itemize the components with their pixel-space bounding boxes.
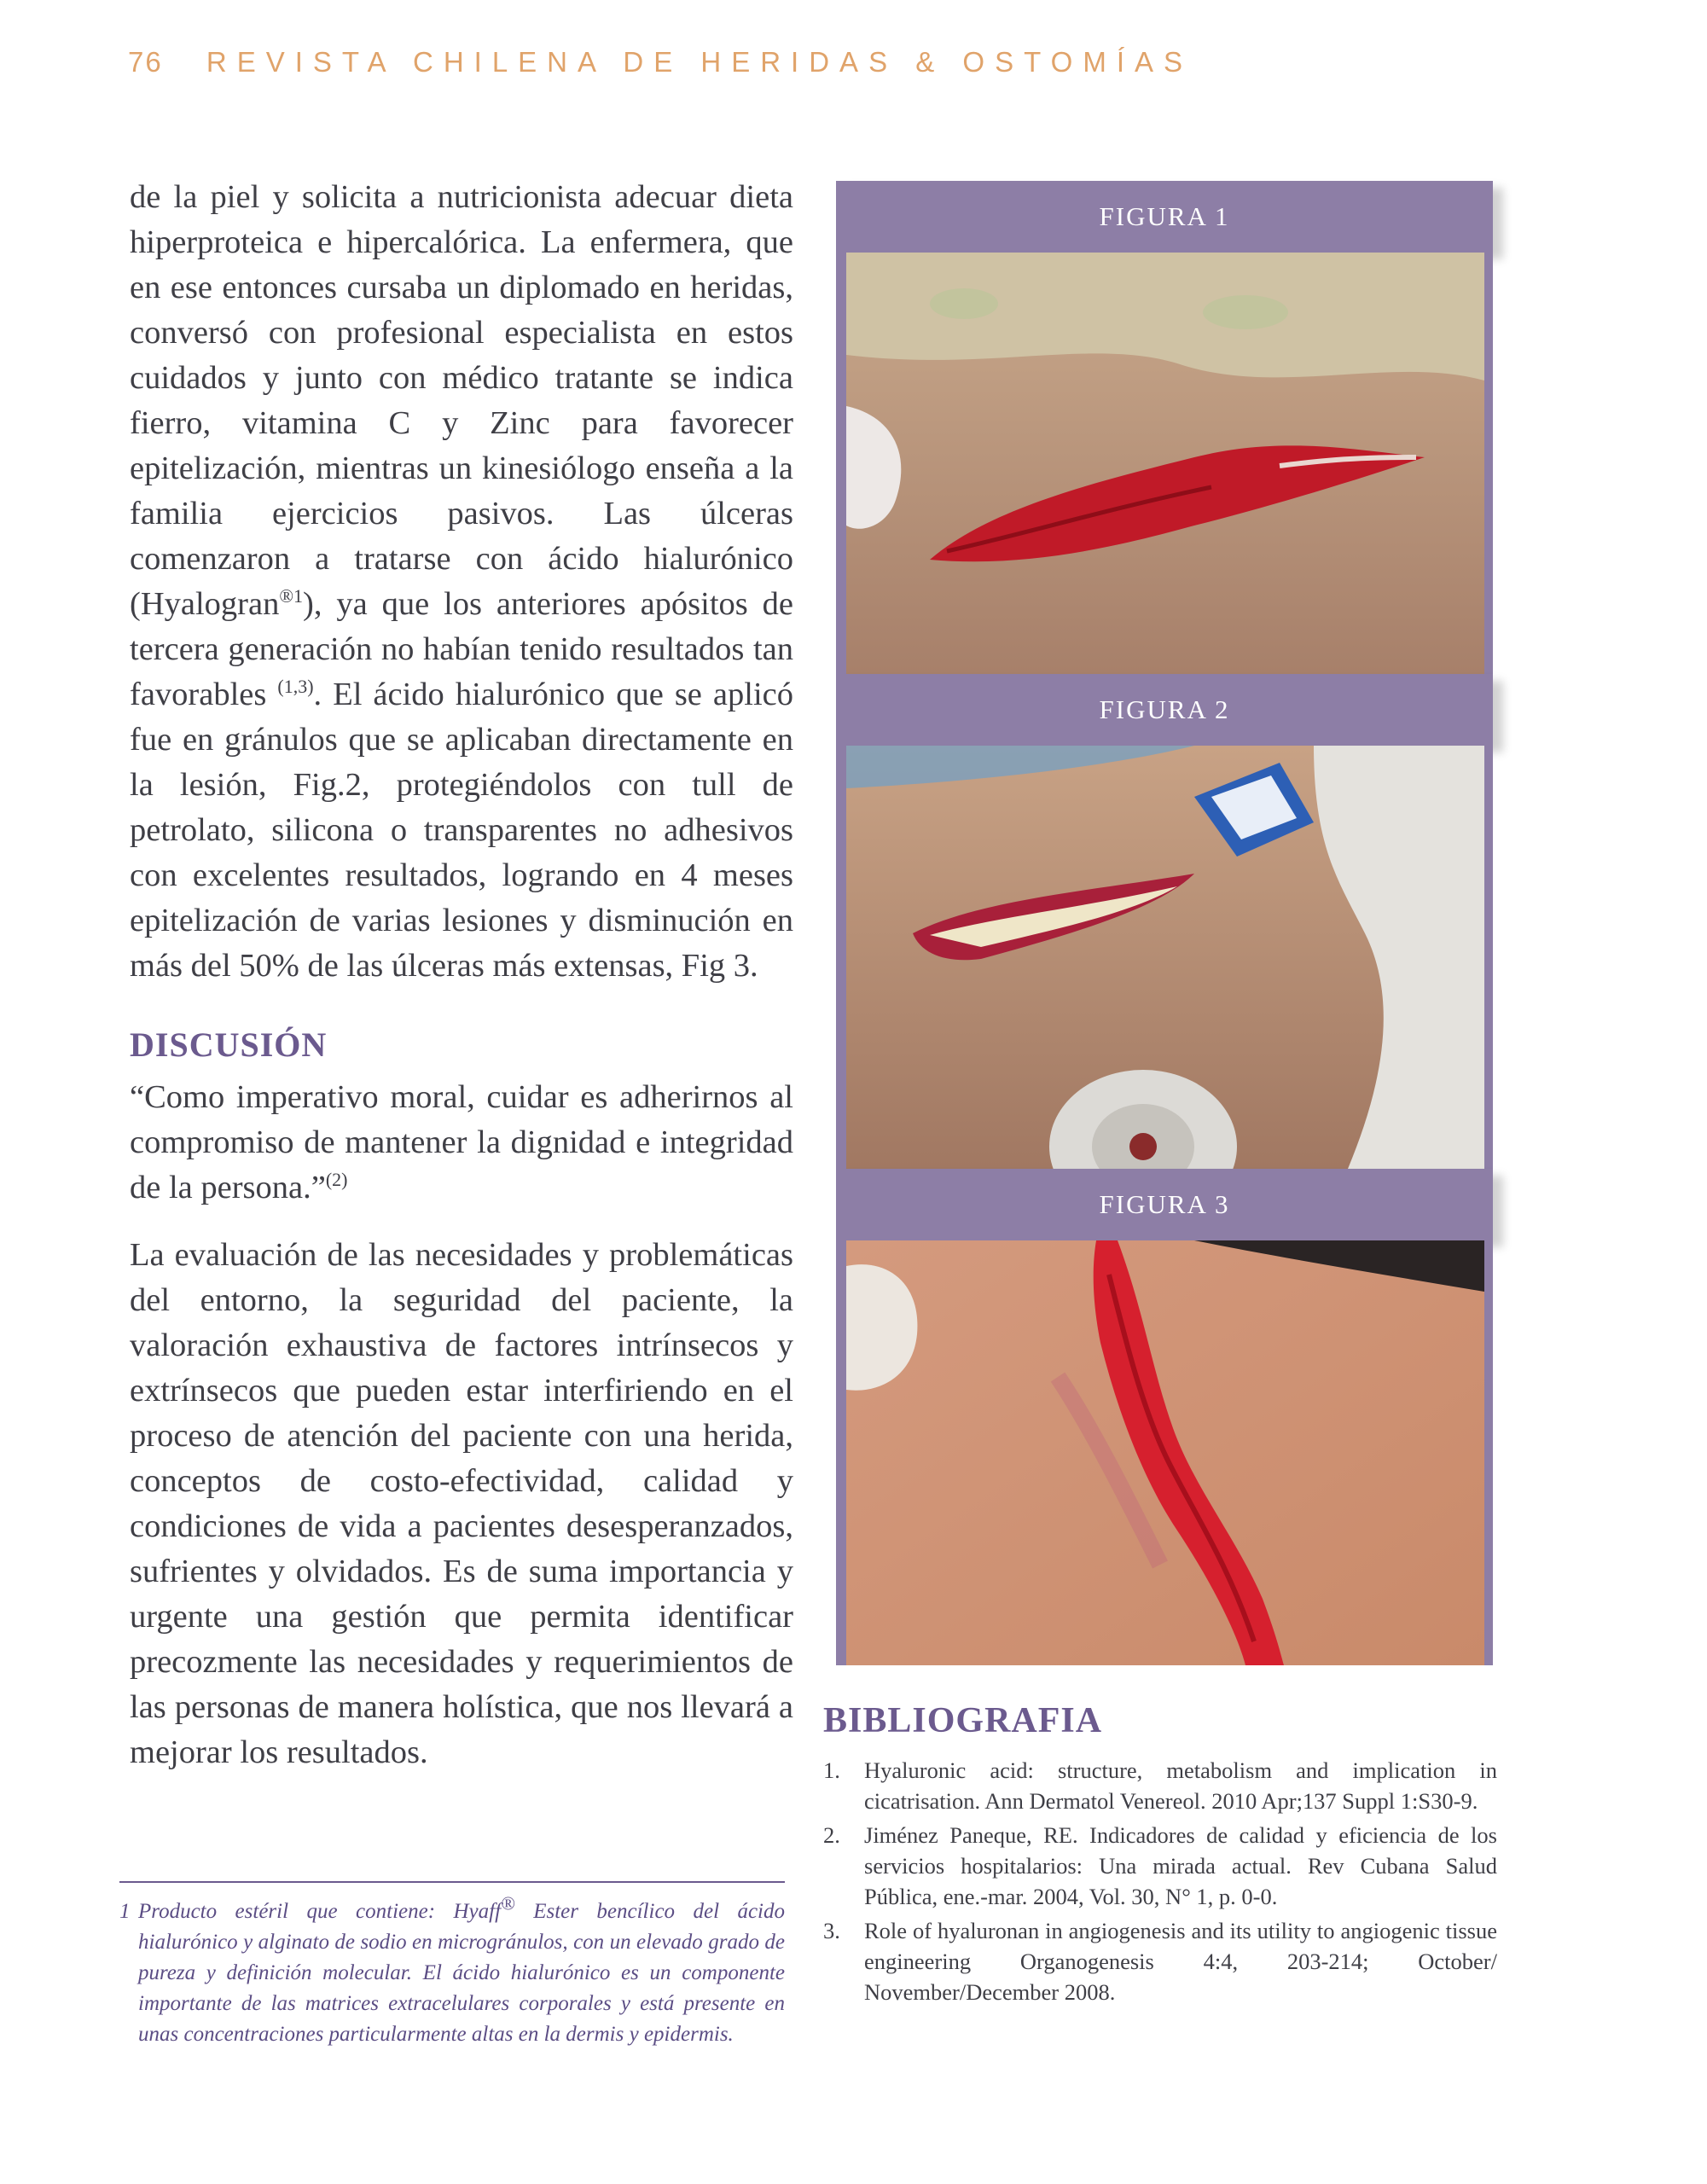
figure-3 (836, 1169, 1493, 1665)
figure-2-photo (836, 746, 1493, 1169)
trademark-superscript: ®1 (279, 585, 304, 607)
quote-text: “Como imperativo moral, cuidar es adherirnos al compromiso de mantener la dignidad e integridad de la persona.” (130, 1079, 793, 1205)
paragraph-1-part-b: ), ya que los anteriores apósitos de tercera generación no habían tenido resultados tan favorables (130, 586, 793, 712)
figure-2-label: FIGURA 2 (836, 674, 1493, 746)
footnote-number: 1 (119, 1900, 131, 1923)
paragraph-1-part-c: . El ácido hialurónico que se aplicó fue en gránulos que se aplicaban directamente en la lesión, Fig.2, protegiéndolos con tull de petrolato, silicona o transparentes no adhesivos con excelentes resultados, logrando en 4 meses epitelización de varias lesiones y disminución en más del 50% de las úlceras más extensas, Fig 3. (130, 677, 793, 984)
reference-text: Role of hyaluronan in angiogenesis and its utility to angiogenic tissue engineering Organogenesis 4:4, 203-214; October/ November/December 2008. (864, 1918, 1497, 2005)
footnote-text-a: Producto estéril que contiene: Hyaff (138, 1900, 502, 1923)
reference-number: 1. (823, 1757, 840, 1783)
figure-3-label: FIGURA 3 (836, 1169, 1493, 1240)
footnote-text-b: Ester bencílico del ácido hialurónico y alginato de sodio en microgránulos, con un elevado grado de pureza y definición molecular. El ácido hialurónico es un componente importante de las matrices extracelulares corporales y está presente en unas concentraciones particularmente altas en la dermis y epidermis. (138, 1900, 786, 2046)
running-header (128, 46, 1193, 78)
footnote (119, 1881, 785, 2050)
figure-3-photo (836, 1240, 1493, 1665)
main-text-column (130, 175, 793, 1775)
footnote-text (138, 1892, 786, 2050)
figure-1-photo (836, 253, 1493, 674)
figure-2 (836, 674, 1493, 1169)
discussion-heading: DISCUSIÓN (130, 1025, 328, 1064)
reference-item (823, 1755, 1497, 1816)
bibliography (823, 1700, 1497, 2011)
body-paragraph-3: La evaluación de las necesidades y problemáticas del entorno, la seguridad del paciente, la valoración exhaustiva de factores intrínsecos y extrínsecos que pueden estar interfiriendo en el proceso de atención del paciente con una herida, conceptos de costo-efectividad, calidad y condiciones de vida a pacientes desesperanzados, sufrientes y olvidados. Es de suma importancia y urgente una gestión que permita identificar precozmente las necesidades y requerimientos de las personas de manera holística, que nos llevará a mejorar los resultados. (130, 1237, 793, 1770)
figure-1 (836, 181, 1493, 674)
reference-number: 2. (823, 1822, 840, 1848)
reference-number: 3. (823, 1918, 840, 1943)
discussion-quote (130, 1075, 793, 1211)
wound-photo-3 (836, 1240, 1493, 1665)
reference-text: Jiménez Paneque, RE. Indicadores de calidad y eficiencia de los servicios hospitalarios: Una mirada actual. Rev Cubana Salud Pública, ene.-mar. 2004, Vol. 30, N° 1, p. 0-0. (864, 1822, 1497, 1909)
wound-photo-1 (836, 253, 1493, 674)
page-number: 76 (128, 46, 163, 78)
reference-text: Hyaluronic acid: structure, metabolism and implication in cicatrisation. Ann Dermatol Venereol. 2010 Apr;137 Suppl 1:S30-9. (864, 1757, 1497, 1814)
body-paragraph-1 (130, 175, 793, 989)
reference-item (823, 1915, 1497, 2007)
quote-citation: (2) (325, 1169, 348, 1191)
wound-photo-2 (836, 746, 1493, 1169)
figure-1-label: FIGURA 1 (836, 181, 1493, 253)
bibliography-heading: BIBLIOGRAFIA (823, 1701, 1103, 1740)
footnote-registered-mark: ® (501, 1892, 515, 1914)
figures-column (836, 181, 1493, 1665)
journal-title: REVISTA CHILENA DE HERIDAS & OSTOMÍAS (206, 46, 1193, 78)
reference-item (823, 1820, 1497, 1912)
paragraph-1-part-a: de la piel y solicita a nutricionista adecuar dieta hiperproteica e hipercalórica. La enfermera, que en ese entonces cursaba un diplomado en heridas, conversó con profesional especialista en estos cuidados y junto con médico tratante se indica fierro, vitamina C y Zinc para favorecer epitelización, mientras un kinesiólogo enseña a la familia ejercicios pasivos. Las úlceras comenzaron a tratarse con ácido hialurónico (Hyalogran (130, 179, 793, 622)
citation-superscript: (1,3) (277, 676, 314, 698)
